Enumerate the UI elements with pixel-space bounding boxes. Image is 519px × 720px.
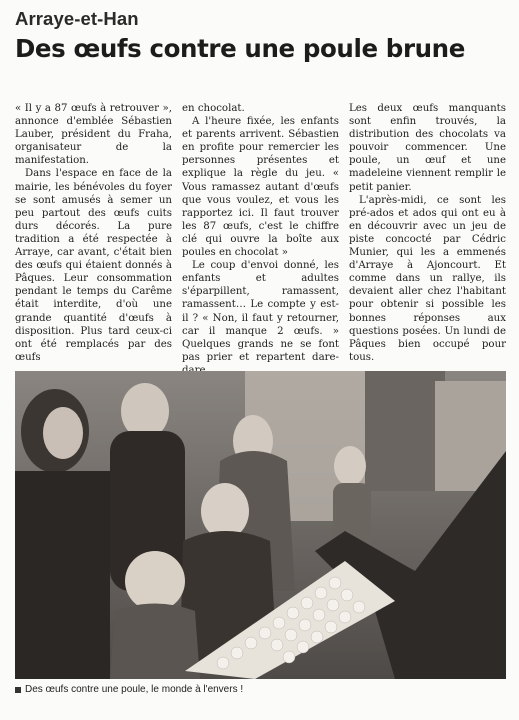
article-photo: [15, 371, 506, 679]
paragraph: L'après-midi, ce sont les pré-ados et ados qui ont eu à en découvrir avec un jeu de piste concocté par Cédric Munier, qui les a emmenés d'Arraye à Ajoncourt. Et comme dans un rallye, ils devaient aller chez l'habitant pour obtenir si possible les bonnes réponses aux questions posées. Un lundi de Pâques bien occupé pour tous.: [349, 194, 506, 363]
article-kicker: Arraye-et-Han: [15, 8, 139, 29]
article-column-3: [349, 102, 506, 364]
paragraph: A l'heure fixée, les enfants et parents arrivent. Sébastien en profite pour remercier les personnes présentes et explique la règle du jeu. « Vous ramassez autant d'œufs que vous voulez, et vous les rapportez ici. Il faut trouver les 87 œufs, c'est le chiffre clé qui ouvre la boîte aux poules en chocolat »: [182, 116, 339, 259]
article-body: [15, 102, 506, 364]
paragraph: Le coup d'envoi donné, les enfants et adultes s'éparpillent, ramassent, ramassent… Le compte y est-il ? « Non, il faut y retourner, car il manque 2 œufs. » Quelques grands ne se font pas prier et repartent dare-: [182, 260, 339, 363]
caption-square-icon: [15, 687, 21, 693]
article-column-2: [182, 102, 339, 364]
caption-text: Des œufs contre une poule, le monde à l'envers !: [25, 684, 244, 695]
photo-caption: [15, 684, 243, 695]
paragraph: Les deux œufs manquants sont enfin trouvés, la distribution des chocolats va pouvoir commencer. Une poule, un œuf et une madeleine viennent remplir le petit panier.: [349, 103, 506, 193]
article-headline: Des œufs contre une poule brune: [15, 34, 465, 63]
paragraph: « Il y a 87 œufs à retrouver », annonce d'emblée Sébastien Lauber, président du Fraha, organisateur de la manifestation.: [15, 103, 172, 167]
paragraph: Dans l'espace en face de la mairie, les bénévoles du foyer se sont amusés à semer un peu partout des œufs cuits durs décorés. La pure tradition a été respectée à Arraye, car avant, c'était bien des œufs qui étaient donnés à Pâques. Leur consommation pendant le temps du Carême était interdite, d'où une grande quantité d'œufs à disposition. Plus tard ceux-ci ont été remplacés par des œufs: [15, 168, 172, 363]
paragraph: en chocolat.: [182, 103, 245, 114]
photo-illustration: [15, 371, 506, 679]
article-column-1: [15, 102, 172, 364]
